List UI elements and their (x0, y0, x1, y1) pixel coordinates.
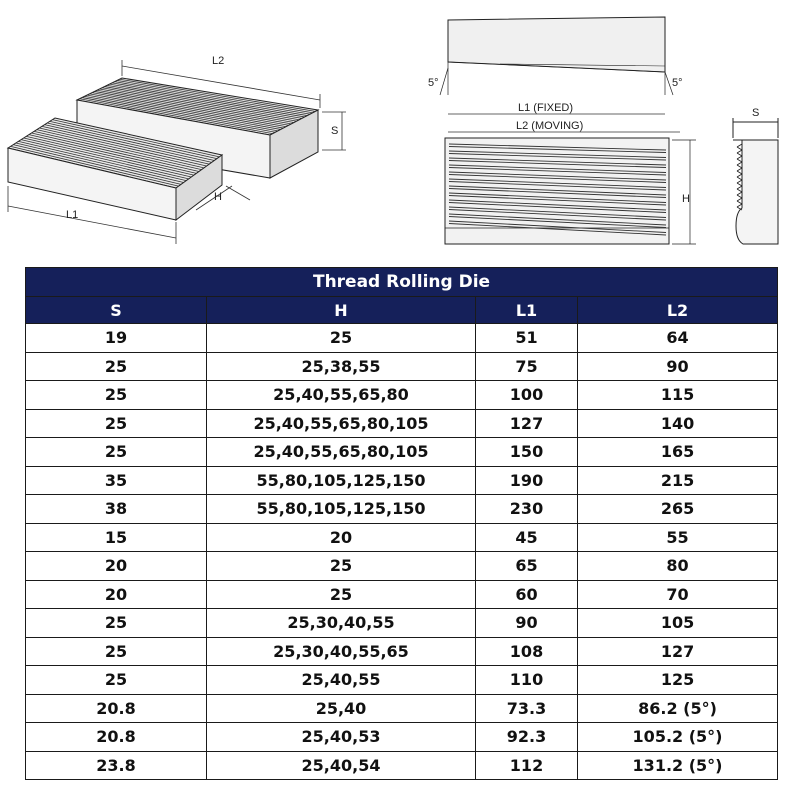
cell-s: 25 (26, 352, 207, 381)
table-row (26, 523, 778, 552)
cell-h: 25,40 (207, 694, 476, 723)
cell-l1: 65 (476, 552, 578, 581)
cell-s: 23.8 (26, 751, 207, 780)
cell-h: 25,30,40,55 (207, 609, 476, 638)
table-row (26, 438, 778, 467)
table-row (26, 723, 778, 752)
cell-s: 25 (26, 609, 207, 638)
s-label-right: S (752, 107, 760, 119)
cell-h: 25,40,55,65,80,105 (207, 438, 476, 467)
cell-l1: 75 (476, 352, 578, 381)
cell-s: 35 (26, 466, 207, 495)
angle-label-left: 5° (428, 77, 439, 89)
cell-l2: 115 (578, 381, 778, 410)
cell-l1: 110 (476, 666, 578, 695)
cell-l1: 108 (476, 637, 578, 666)
cell-l1: 230 (476, 495, 578, 524)
table-row (26, 381, 778, 410)
cell-l1: 45 (476, 523, 578, 552)
cell-l1: 190 (476, 466, 578, 495)
cell-s: 38 (26, 495, 207, 524)
header-l2: L2 (578, 297, 778, 324)
cell-h: 25,40,53 (207, 723, 476, 752)
thread-rolling-die-table (25, 267, 778, 780)
cell-l2: 86.2 (5°) (578, 694, 778, 723)
table-row (26, 580, 778, 609)
table-title: Thread Rolling Die (26, 268, 778, 297)
table-row (26, 751, 778, 780)
cell-s: 20.8 (26, 723, 207, 752)
table-row (26, 409, 778, 438)
cell-s: 25 (26, 438, 207, 467)
cell-l1: 92.3 (476, 723, 578, 752)
table-row (26, 609, 778, 638)
cell-l2: 80 (578, 552, 778, 581)
cell-l2: 165 (578, 438, 778, 467)
table-row (26, 466, 778, 495)
cell-l2: 90 (578, 352, 778, 381)
cell-l1: 150 (476, 438, 578, 467)
side-profile-teeth (737, 144, 742, 210)
technical-drawing (0, 0, 800, 262)
angle-label-right: 5° (672, 77, 683, 89)
cell-l1: 60 (476, 580, 578, 609)
h-label-right: H (682, 193, 690, 205)
cell-l2: 215 (578, 466, 778, 495)
cell-l2: 105.2 (5°) (578, 723, 778, 752)
die-diagram (0, 0, 800, 262)
cell-l2: 64 (578, 324, 778, 353)
table-row (26, 694, 778, 723)
cell-h: 25 (207, 552, 476, 581)
cell-s: 25 (26, 637, 207, 666)
table-row (26, 352, 778, 381)
cell-l2: 127 (578, 637, 778, 666)
cell-l1: 112 (476, 751, 578, 780)
cell-h: 25 (207, 580, 476, 609)
cell-l2: 55 (578, 523, 778, 552)
table-row (26, 666, 778, 695)
cell-s: 25 (26, 409, 207, 438)
cell-l2: 105 (578, 609, 778, 638)
cell-h: 55,80,105,125,150 (207, 466, 476, 495)
cell-l1: 73.3 (476, 694, 578, 723)
cell-s: 19 (26, 324, 207, 353)
s-label-left: S (331, 125, 339, 137)
cell-l1: 127 (476, 409, 578, 438)
header-s: S (26, 297, 207, 324)
l1-label-left: L1 (66, 209, 79, 221)
table-row (26, 637, 778, 666)
cell-s: 15 (26, 523, 207, 552)
h-label-left: H (214, 191, 222, 203)
l2-moving-label: L2 (MOVING) (516, 120, 584, 132)
cell-h: 55,80,105,125,150 (207, 495, 476, 524)
cell-h: 25 (207, 324, 476, 353)
cell-l1: 100 (476, 381, 578, 410)
header-h: H (207, 297, 476, 324)
cell-s: 20 (26, 580, 207, 609)
cell-l1: 90 (476, 609, 578, 638)
cell-h: 25,38,55 (207, 352, 476, 381)
header-row (26, 297, 778, 324)
cell-s: 20 (26, 552, 207, 581)
cell-s: 25 (26, 381, 207, 410)
cell-s: 25 (26, 666, 207, 695)
cell-h: 25,40,55,65,80,105 (207, 409, 476, 438)
cell-l2: 140 (578, 409, 778, 438)
cell-h: 25,30,40,55,65 (207, 637, 476, 666)
l1-fixed-label: L1 (FIXED) (518, 102, 574, 114)
header-l1: L1 (476, 297, 578, 324)
cell-l2: 70 (578, 580, 778, 609)
cell-h: 25,40,55,65,80 (207, 381, 476, 410)
cell-l1: 51 (476, 324, 578, 353)
table-body (26, 324, 778, 780)
cell-l2: 265 (578, 495, 778, 524)
cell-s: 20.8 (26, 694, 207, 723)
cell-h: 25,40,55 (207, 666, 476, 695)
l2-label-left: L2 (212, 55, 225, 67)
cell-l2: 125 (578, 666, 778, 695)
table-row (26, 495, 778, 524)
cell-h: 25,40,54 (207, 751, 476, 780)
table-row (26, 552, 778, 581)
table-row (26, 324, 778, 353)
cell-l2: 131.2 (5°) (578, 751, 778, 780)
cell-h: 20 (207, 523, 476, 552)
die-profile-top (440, 17, 673, 95)
